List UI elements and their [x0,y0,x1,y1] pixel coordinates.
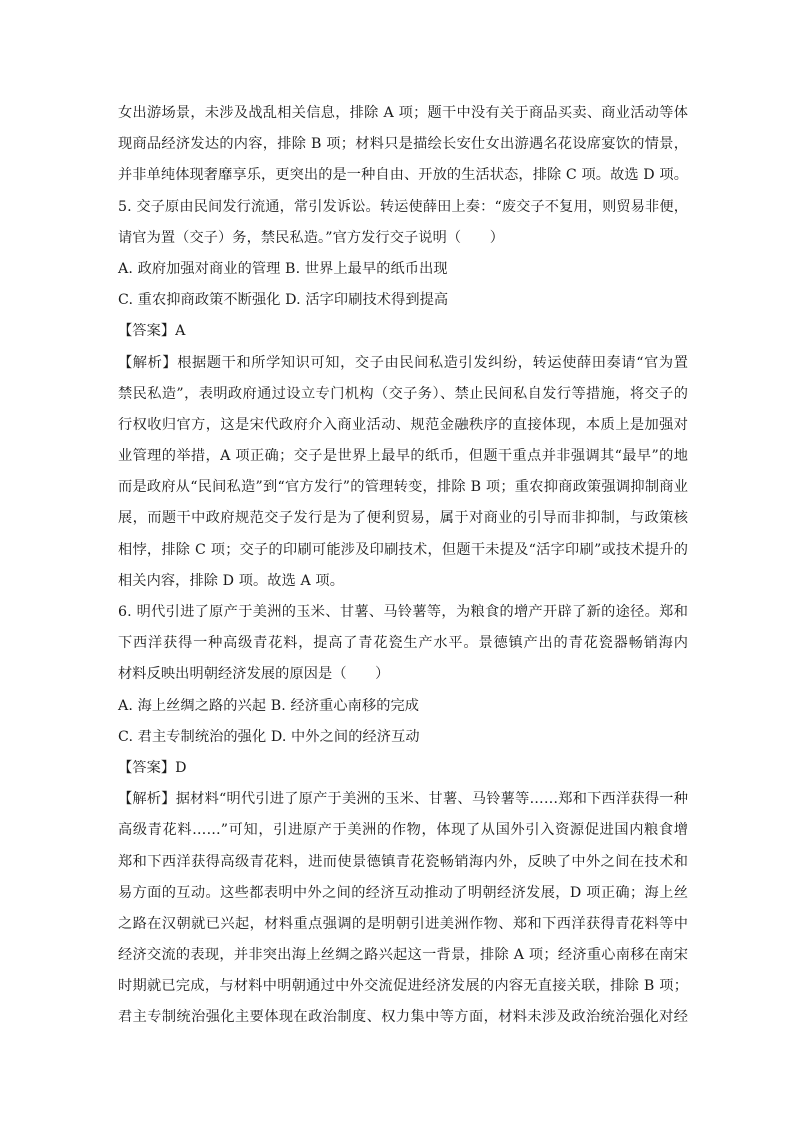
question-6-analysis: 易方面的互动。这些都表明中外之间的经济互动推动了明朝经济发展，D 项正确；海上丝 [118,884,688,901]
question-6-options-ab: A. 海上丝绸之路的兴起 B. 经济重心南移的完成 [118,697,420,714]
question-6-options-cd: C. 君主专制统治的强化 D. 中外之间的经济互动 [118,728,420,745]
question-5-analysis: 相悖，排除 C 项；交子的印刷可能涉及印刷技术，但题干未提及“活字印刷”或技术提升的 [118,541,688,558]
question-5-analysis: 相关内容，排除 D 项。故选 A 项。 [118,572,344,589]
question-5-analysis: 行权收归官方，这是宋代政府介入商业活动、规范金融秩序的直接体现，本质上是加强对 [118,416,688,433]
question-5-analysis: 业管理的举措，A 项正确；交子是世界上最早的纸币，但题干重点并非强调其“最早”的地 [118,448,688,465]
text-line: 女出游场景，未涉及战乱相关信息，排除 A 项；题干中没有关于商品买卖、商业活动等体 [118,105,688,121]
question-5-analysis: 禁民私造”，表明政府通过设立专门机构（交子务）、禁止民间私自发行等措施，将交子的 [118,385,688,402]
question-6-answer: 【答案】D [118,759,187,776]
question-5-analysis: 而是政府从“民间私造”到“官方发行”的管理转变，排除 B 项；重农抑商政策强调抑制商业 [118,479,688,496]
question-6-analysis: 【解析】据材料“明代引进了原产于美洲的玉米、甘薯、马铃薯等……郑和下西洋获得一种 [118,791,688,808]
question-5-stem: 请官为置（交子）务，禁民私造。”官方发行交子说明（ ） [118,229,505,246]
question-6-analysis: 经济交流的表现，并非突出海上丝绸之路兴起这一背景，排除 A 项；经济重心南移在南宋 [118,947,688,964]
question-6-stem: 6. 明代引进了原产于美洲的玉米、甘薯、马铃薯等，为粮食的增产开辟了新的途径。郑和 [118,604,688,620]
question-6-analysis: 高级青花料……”可知，引进原产于美洲的作物，体现了从国外引入资源促进国内粮食增 [118,822,688,839]
question-6-analysis: 时期就已完成，与材料中明朝通过中外交流促进经济发展的内容无直接关联，排除 B 项； [118,978,688,995]
question-5-analysis: 展，而题干中政府规范交子发行是为了便利贸易，属于对商业的引导而非抑制，与政策核 [118,510,688,527]
question-5-options-ab: A. 政府加强对商业的管理 B. 世界上最早的纸币出现 [118,260,448,277]
document-body [118,98,688,1034]
question-6-analysis: 郑和下西洋获得高级青花料，进而使景德镇青花瓷畅销海内外，反映了中外之间在技术和 [118,853,688,870]
question-5-answer: 【答案】A [118,323,186,340]
text-line: 并非单纯体现奢靡享乐，更突出的是一种自由、开放的生活状态，排除 C 项。故选 D 项。 [118,167,688,184]
question-6-analysis: 之路在汉朝就已兴起，材料重点强调的是明朝引进美洲作物、郑和下西洋获得青花料等中 [118,915,688,932]
text-line: 现商品经济发达的内容，排除 B 项；材料只是描绘长安仕女出游遇名花设席宴饮的情景， [118,136,688,153]
question-6-stem: 材料反映出明朝经济发展的原因是（ ） [118,666,390,683]
question-5-analysis: 【解析】根据题干和所学知识可知，交子由民间私造引发纠纷，转运使薛田奏请“官为置 [118,354,688,371]
question-6-stem: 下西洋获得一种高级青花料，提高了青花瓷生产水平。景德镇产出的青花瓷器畅销海内 [118,635,688,652]
question-5-stem: 5. 交子原由民间发行流通，常引发诉讼。转运使薛田上奏：“废交子不复用，则贸易非便， [118,198,688,215]
question-5-options-cd: C. 重农抑商政策不断强化 D. 活字印刷技术得到提高 [118,292,449,309]
question-6-analysis: 君主专制统治强化主要体现在政治制度、权力集中等方面，材料未涉及政治统治强化对经 [118,1009,688,1026]
